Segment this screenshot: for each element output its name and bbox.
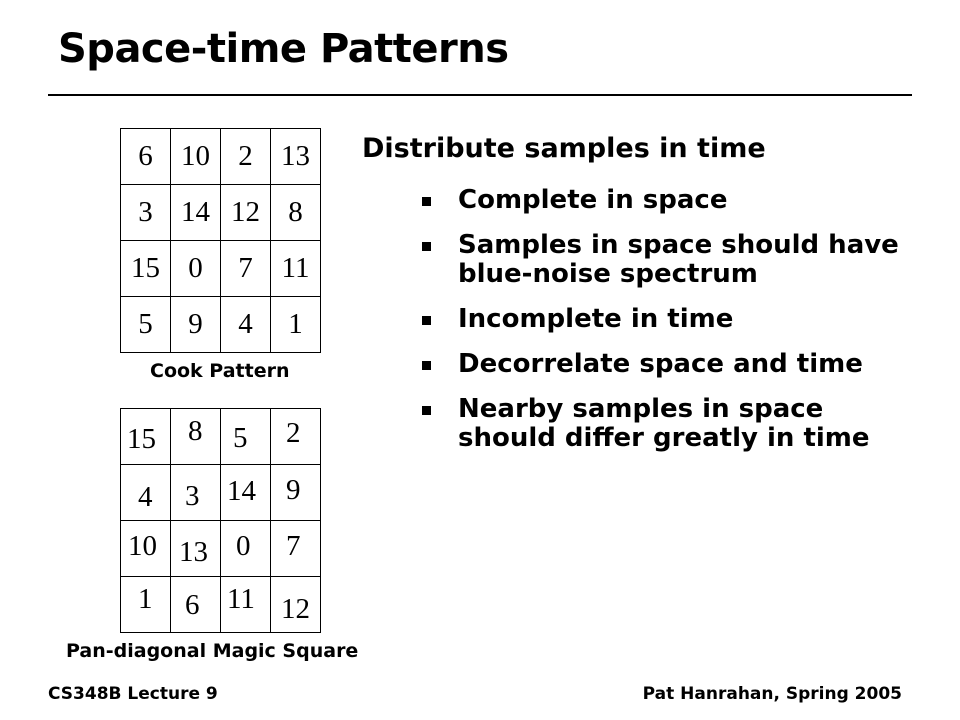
grid-cell — [121, 297, 171, 353]
cell-value: 15 — [131, 252, 160, 284]
grid-cell — [171, 409, 221, 465]
square-bullet-icon — [422, 197, 431, 206]
cell-value: 11 — [281, 252, 310, 284]
grid-cell — [121, 185, 171, 241]
grid-cell — [121, 577, 171, 633]
cell-value: 3 — [138, 196, 153, 228]
cell-value: 12 — [281, 593, 310, 625]
cell-value: 7 — [238, 252, 253, 284]
slide-title: Space-time Patterns — [58, 26, 509, 72]
cell-value: 11 — [227, 583, 255, 615]
cell-value: 8 — [188, 415, 203, 447]
grid-cell — [271, 521, 321, 577]
bullet-text: Samples in space should have blue-noise spectrum — [458, 230, 899, 289]
cell-value: 9 — [286, 474, 301, 506]
cell-value: 13 — [281, 140, 310, 172]
bullet-list — [422, 186, 912, 469]
cell-value: 15 — [127, 423, 156, 455]
grid-cell — [271, 409, 321, 465]
grid-cell — [221, 185, 271, 241]
content-heading: Distribute samples in time — [362, 133, 766, 164]
cell-value: 6 — [138, 140, 153, 172]
cell-value: 14 — [181, 196, 210, 228]
magic-square-caption: Pan-diagonal Magic Square — [66, 640, 359, 662]
cell-value: 0 — [236, 530, 251, 562]
grid-cell — [221, 241, 271, 297]
square-bullet-icon — [422, 406, 431, 415]
grid-cell — [271, 465, 321, 521]
cell-value: 12 — [231, 196, 260, 228]
grid-cell — [171, 577, 221, 633]
magic-square-grid — [120, 408, 321, 633]
cook-pattern-caption: Cook Pattern — [150, 360, 290, 382]
cell-value: 0 — [188, 252, 203, 284]
grid-cell — [121, 241, 171, 297]
grid-cell — [171, 241, 221, 297]
grid-cell — [271, 129, 321, 185]
grid-cell — [121, 129, 171, 185]
grid-cell — [221, 297, 271, 353]
grid-cell — [221, 409, 271, 465]
cell-value: 7 — [286, 530, 301, 562]
footer-course: CS348B Lecture 9 — [48, 684, 218, 704]
cell-value: 10 — [128, 530, 157, 562]
cell-value: 9 — [188, 308, 203, 340]
grid-cell — [121, 409, 171, 465]
bullet-text: Complete in space — [458, 185, 728, 215]
square-bullet-icon — [422, 361, 431, 370]
cell-value: 14 — [227, 475, 256, 507]
square-bullet-icon — [422, 242, 431, 251]
grid-cell — [221, 521, 271, 577]
footer-author: Pat Hanrahan, Spring 2005 — [642, 684, 902, 704]
title-divider — [48, 94, 912, 96]
bullet-item — [422, 186, 912, 215]
grid-cell — [121, 521, 171, 577]
grid-cell — [171, 297, 221, 353]
grid-cell — [271, 241, 321, 297]
cell-value: 1 — [288, 308, 303, 340]
cell-value: 5 — [138, 308, 153, 340]
grid-cell — [221, 465, 271, 521]
cell-value: 2 — [286, 417, 301, 449]
grid-cell — [221, 577, 271, 633]
bullet-item — [422, 305, 912, 334]
grid-cell — [171, 129, 221, 185]
grid-cell — [171, 465, 221, 521]
cell-value: 4 — [138, 481, 153, 513]
grid-cell — [121, 465, 171, 521]
cell-value: 13 — [179, 536, 208, 568]
cell-value: 10 — [181, 140, 210, 172]
grid-cell — [221, 129, 271, 185]
grid-cell — [271, 577, 321, 633]
bullet-item — [422, 350, 912, 379]
cell-value: 4 — [238, 308, 253, 340]
grid-cell — [271, 185, 321, 241]
cook-pattern-grid — [120, 128, 321, 353]
bullet-text: Decorrelate space and time — [458, 349, 863, 379]
grid-cell — [171, 521, 221, 577]
bullet-text: Nearby samples in space should differ greatly in time — [458, 394, 870, 453]
cell-value: 1 — [138, 583, 153, 615]
bullet-item — [422, 231, 912, 289]
grid-cell — [171, 185, 221, 241]
grid-cell — [271, 297, 321, 353]
cell-value: 5 — [233, 422, 248, 454]
cell-value: 8 — [288, 196, 303, 228]
square-bullet-icon — [422, 316, 431, 325]
cell-value: 2 — [238, 140, 253, 172]
bullet-item — [422, 395, 912, 453]
cell-value: 6 — [185, 589, 200, 621]
cell-value: 3 — [185, 480, 200, 512]
bullet-text: Incomplete in time — [458, 304, 734, 334]
